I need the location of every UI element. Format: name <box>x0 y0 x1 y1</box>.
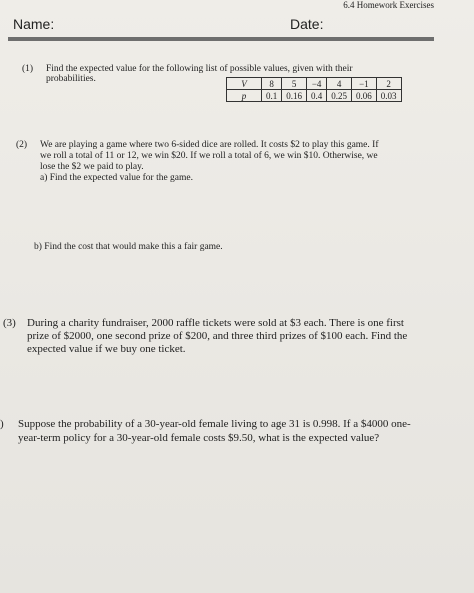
value-probability-table <box>226 77 402 102</box>
worksheet-title: 6.4 Homework Exercises <box>343 0 434 10</box>
table-cell: 8 <box>262 78 282 90</box>
table-cell: −1 <box>352 78 377 90</box>
table-row-probabilities <box>227 90 402 102</box>
table-header-v: V <box>227 78 262 90</box>
header-divider <box>8 37 434 41</box>
table-cell: 2 <box>376 78 401 90</box>
q2-part-b: b) Find the cost that would make this a fair game. <box>34 242 223 252</box>
table-cell: 0.25 <box>327 90 352 102</box>
q3-line3: expected value if we buy one ticket. <box>27 343 186 355</box>
q2-part-a: a) Find the expected value for the game. <box>40 173 193 183</box>
table-cell: 0.03 <box>376 90 401 102</box>
q2-line3: lose the $2 we paid to play. <box>40 162 144 172</box>
table-cell: 0.06 <box>352 90 377 102</box>
table-cell: −4 <box>307 78 327 90</box>
table-row-values <box>227 78 402 90</box>
q3-line1: During a charity fundraiser, 2000 raffle tickets were sold at $3 each. There is one first <box>27 317 404 329</box>
q4-line1: Suppose the probability of a 30-year-old female living to age 31 is 0.998. If a $4000 one- <box>18 418 411 430</box>
q1-number: (1) <box>22 64 34 74</box>
q1-line2: probabilities. <box>46 74 96 84</box>
q2-line1: We are playing a game where two 6-sided dice are rolled. It costs $2 to play this game. If <box>40 140 379 150</box>
date-label: Date: <box>290 16 324 32</box>
table-header-p: p <box>227 90 262 102</box>
q4-number: ) <box>0 418 4 430</box>
q4-line2: year-term policy for a 30-year-old female costs $9.50, what is the expected value? <box>18 432 380 444</box>
table-cell: 4 <box>327 78 352 90</box>
table-cell: 5 <box>282 78 307 90</box>
table-cell: 0.1 <box>262 90 282 102</box>
q2-number: (2) <box>16 140 28 150</box>
name-label: Name: <box>13 16 55 32</box>
q3-number: (3) <box>3 317 16 329</box>
q2-line2: we roll a total of 11 or 12, we win $20. If we roll a total of 6, we win $10. Otherwise, we <box>40 151 378 161</box>
q3-line2: prize of $2000, one second prize of $200, and three third prizes of $100 each. Find the <box>27 330 408 342</box>
table-cell: 0.4 <box>307 90 327 102</box>
table-cell: 0.16 <box>282 90 307 102</box>
q1-line1: Find the expected value for the following list of possible values, given with their <box>46 64 353 74</box>
